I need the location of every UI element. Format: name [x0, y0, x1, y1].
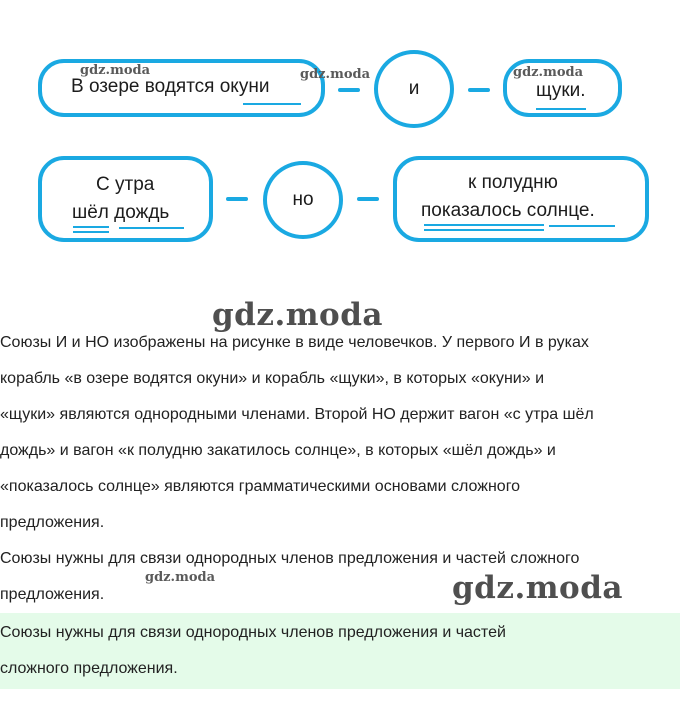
conjunction-label-i: и — [408, 78, 420, 99]
text-line: Союзы И и НО изображены на рисунке в виде человечков. У первого И в руках — [0, 334, 589, 351]
connector-dash — [226, 197, 248, 201]
connector-dash — [468, 88, 490, 92]
watermark-logo: gdz.moda — [212, 297, 383, 333]
answer-line: Союзы нужны для связи однородных членов предложения и частей — [0, 624, 506, 641]
box-text-ozero: В озере водятся окуни — [71, 76, 270, 97]
text-line: предложения. — [0, 514, 105, 531]
conjunction-circle-no — [263, 161, 343, 239]
watermark-logo: gdz.moda — [300, 67, 371, 82]
text-line: дождь» и вагон «к полудню закатилось солнце», в которых «шёл дождь» и — [0, 442, 556, 459]
text-line: «щуки» являются однородными членами. Второй НО держит вагон «с утра шёл — [0, 406, 594, 423]
answer-line: сложного предложения. — [0, 660, 178, 677]
box-text-shchuki: щуки. — [536, 80, 586, 101]
double-underline-shel — [73, 226, 109, 233]
text-line: «показалось солнце» являются грамматическими основами сложного — [0, 478, 521, 495]
text-line: корабль «в озере водятся окуни» и корабль «щуки», в которых «окуни» и — [0, 370, 544, 387]
underline-solntse — [549, 225, 615, 227]
box-text-k-poludnyu: к полудню — [468, 172, 558, 193]
underline-shchuki — [536, 108, 586, 110]
text-line: Союзы нужны для связи однородных членов предложения и частей сложного — [0, 550, 580, 567]
conjunction-label-no: но — [292, 189, 314, 210]
double-underline-pokazalos — [424, 224, 544, 231]
watermark-logo: gdz.moda — [513, 65, 584, 80]
watermark-logo: gdz.moda — [452, 570, 623, 606]
underline-dozhd — [119, 227, 184, 229]
answer-highlight — [0, 613, 680, 689]
conjunction-circle-i — [374, 50, 454, 128]
box-text-s-utra: С утра — [96, 174, 155, 195]
watermark-logo: gdz.moda — [80, 63, 151, 78]
underline-okuni — [243, 103, 301, 105]
watermark-logo: gdz.moda — [145, 570, 216, 585]
connector-dash — [357, 197, 379, 201]
text-line: предложения. — [0, 586, 105, 603]
box-text-shel-dozhd: шёл дождь — [72, 202, 170, 223]
sentence-box-s-utra — [38, 156, 213, 242]
connector-dash — [338, 88, 360, 92]
sentence-box-k-poludnyu — [393, 156, 649, 242]
box-text-pokazalos-solntse: показалось солнце. — [421, 200, 595, 221]
